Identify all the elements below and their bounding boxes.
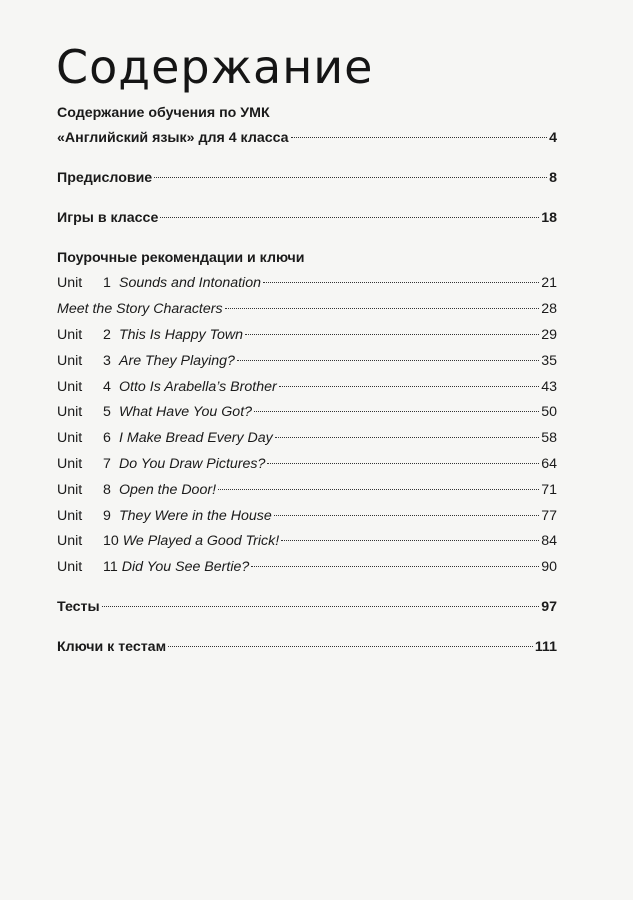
toc-page-number: 35	[541, 352, 557, 369]
toc-entry-label: Предисловие	[57, 169, 153, 186]
toc-entry-tests[interactable]	[57, 595, 557, 621]
toc-entry-label	[57, 271, 261, 297]
unit-title: Sounds and Intonation	[119, 275, 261, 292]
unit-prefix: Unit	[57, 378, 83, 395]
unit-prefix: Unit	[57, 430, 83, 447]
toc-page-number: 43	[541, 378, 557, 395]
toc-page-number: 21	[541, 275, 557, 292]
toc-page-number: 97	[541, 598, 557, 615]
unit-list	[57, 271, 557, 581]
toc-page-number: 28	[541, 301, 557, 318]
toc-page-number: 58	[541, 430, 557, 447]
dot-leader	[245, 334, 539, 335]
unit-prefix: Unit	[57, 507, 83, 524]
toc-entry-label	[57, 375, 277, 401]
unit-number: 4	[103, 378, 111, 395]
unit-number: 3	[103, 352, 111, 369]
dot-leader	[254, 411, 539, 412]
dot-leader	[275, 437, 539, 438]
toc-entry-unit[interactable]	[57, 529, 557, 555]
unit-title: Do You Draw Pictures?	[119, 455, 266, 472]
unit-title: Did You See Bertie?	[121, 559, 250, 576]
toc-page-number: 8	[549, 169, 557, 186]
toc-entry-label	[57, 478, 216, 504]
dot-leader	[237, 360, 539, 361]
toc-entry-curriculum-line1: Содержание обучения по УМК	[57, 105, 270, 121]
toc-entry-label: Ключи к тестам	[57, 638, 167, 655]
unit-number: 5	[103, 404, 111, 421]
toc-entry-label: Тесты	[57, 598, 100, 615]
dot-leader	[168, 646, 533, 647]
toc-page-number: 18	[541, 209, 557, 226]
unit-prefix: Unit	[57, 352, 83, 369]
unit-title: I Make Bread Every Day	[119, 430, 273, 447]
toc-entry-label: Игры в классе	[57, 209, 159, 226]
unit-prefix: Unit	[57, 326, 83, 343]
dot-leader	[218, 489, 539, 490]
dot-leader	[154, 177, 547, 178]
unit-prefix: Unit	[57, 481, 83, 498]
page-title: Содержание	[56, 40, 374, 94]
dot-leader	[274, 515, 539, 516]
toc-entry-unit[interactable]	[57, 452, 557, 478]
toc-entry-unit[interactable]	[57, 375, 557, 401]
unit-title: Meet the Story Characters	[57, 301, 223, 318]
toc-entry-unit[interactable]	[57, 349, 557, 375]
unit-number: 10	[103, 533, 119, 550]
unit-prefix: Unit	[57, 533, 83, 550]
table-of-contents	[57, 100, 557, 661]
toc-page-number: 4	[549, 130, 557, 146]
dot-leader	[279, 386, 540, 387]
toc-entry-unit[interactable]	[57, 323, 557, 349]
unit-prefix: Unit	[57, 275, 83, 292]
unit-title: What Have You Got?	[119, 404, 253, 421]
toc-page-number: 71	[541, 481, 557, 498]
dot-leader	[263, 282, 539, 283]
unit-title: They Were in the House	[119, 507, 272, 524]
toc-entry-unit[interactable]	[57, 271, 557, 297]
unit-prefix: Unit	[57, 455, 83, 472]
unit-prefix: Unit	[57, 559, 83, 576]
unit-number: 6	[103, 430, 111, 447]
dot-leader	[291, 137, 548, 138]
toc-entry-unit[interactable]	[57, 426, 557, 452]
toc-page-number: 84	[541, 533, 557, 550]
toc-page-number: 111	[534, 638, 557, 655]
dot-leader	[251, 566, 539, 567]
toc-entry-label	[57, 297, 223, 323]
toc-page-number: 64	[541, 455, 557, 472]
dot-leader	[267, 463, 539, 464]
toc-entry-label: «Английский язык» для 4 класса	[57, 130, 289, 146]
unit-number: 8	[103, 481, 111, 498]
toc-entry-unit[interactable]	[57, 478, 557, 504]
toc-section-heading: Поурочные рекомендации и ключи	[57, 250, 305, 267]
dot-leader	[225, 308, 540, 309]
unit-title: We Played a Good Trick!	[122, 533, 280, 550]
dot-leader	[160, 217, 539, 218]
unit-number: 11	[103, 559, 118, 576]
toc-entry-test-keys[interactable]	[57, 635, 557, 661]
toc-entry-label	[57, 400, 252, 426]
toc-entry-label	[57, 323, 243, 349]
toc-entry-label	[57, 504, 272, 530]
toc-entry-games[interactable]	[57, 206, 557, 232]
dot-leader	[102, 606, 540, 607]
unit-number: 9	[103, 507, 111, 524]
toc-entry-label	[57, 349, 235, 375]
toc-entry-preface[interactable]	[57, 166, 557, 192]
toc-entry-unit[interactable]	[57, 555, 557, 581]
toc-entry-unit[interactable]	[57, 297, 557, 323]
toc-page-number: 29	[541, 326, 557, 343]
toc-entry-unit[interactable]	[57, 400, 557, 426]
unit-title: This Is Happy Town	[119, 326, 244, 343]
unit-number: 2	[103, 326, 111, 343]
toc-entry-label	[57, 555, 249, 581]
unit-prefix: Unit	[57, 404, 83, 421]
toc-entry-label	[57, 426, 273, 452]
toc-page-number: 77	[541, 507, 557, 524]
toc-entry-label	[57, 529, 279, 555]
unit-title: Are They Playing?	[119, 352, 235, 369]
toc-entry-label	[57, 452, 265, 478]
toc-entry-curriculum[interactable]	[57, 126, 557, 152]
unit-title: Open the Door!	[119, 481, 217, 498]
toc-entry-unit[interactable]	[57, 504, 557, 530]
unit-number: 1	[103, 275, 111, 292]
unit-title: Otto Is Arabella’s Brother	[119, 378, 277, 395]
dot-leader	[281, 540, 539, 541]
toc-page-number: 90	[541, 559, 557, 576]
toc-page-number: 50	[541, 404, 557, 421]
unit-number: 7	[103, 455, 111, 472]
